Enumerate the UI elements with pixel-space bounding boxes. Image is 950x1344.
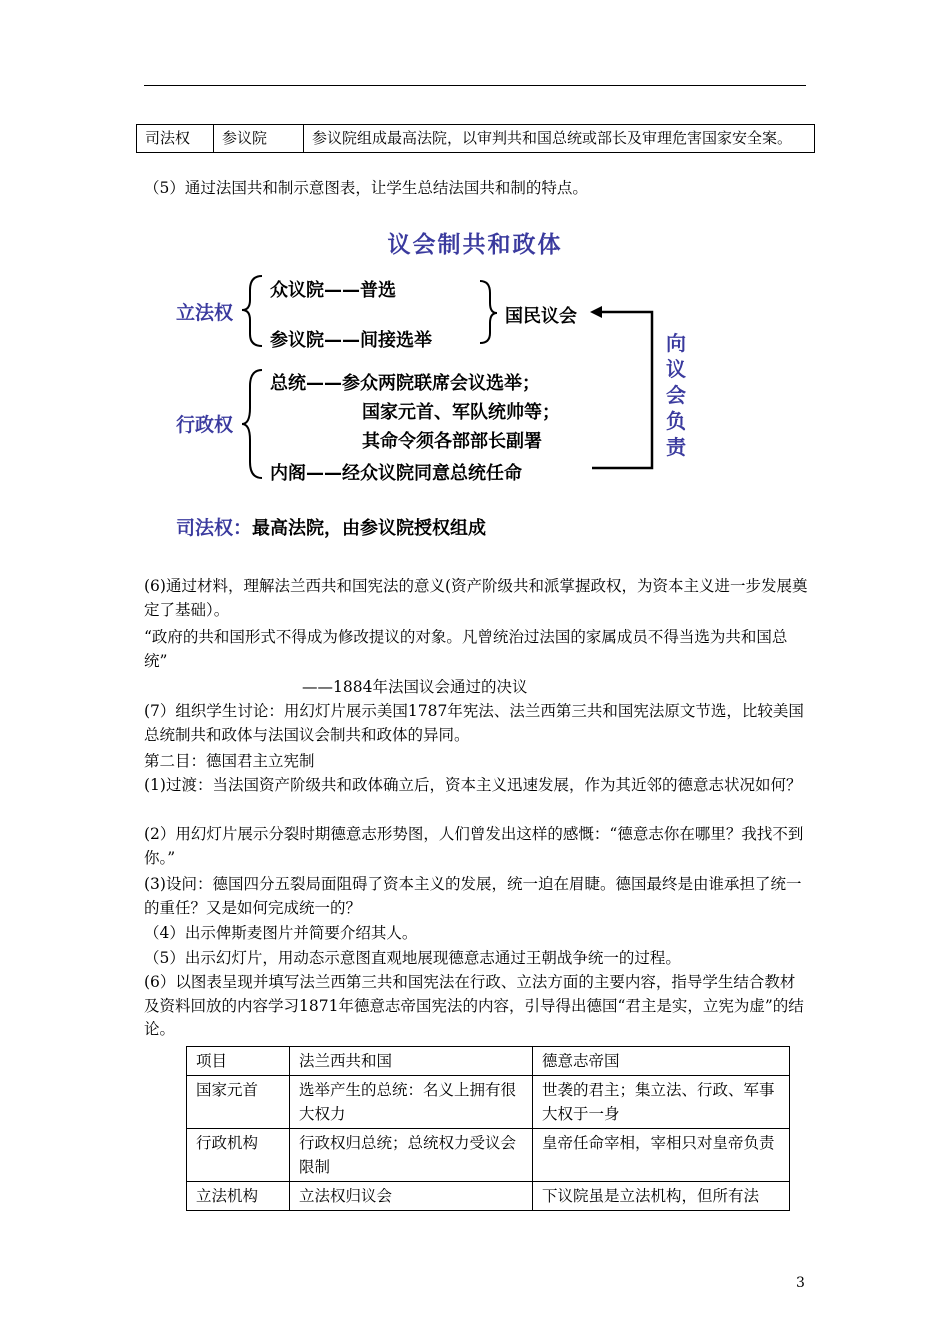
- upper-house: 参议院——间接选举: [270, 330, 432, 351]
- paragraph: （4）出示俾斯麦图片并简要介绍其人。: [144, 924, 418, 942]
- responsible-char: 向: [666, 331, 686, 355]
- table-cell: 世袭的君主；集立法、行政、军事大权于一身: [533, 1076, 790, 1129]
- legislative-label: 立法权: [176, 302, 234, 324]
- header-cell: 德意志帝国: [533, 1047, 790, 1076]
- table-cell: 选举产生的总统：名义上拥有很大权力: [290, 1076, 533, 1129]
- table-cell: 行政权归总统；总统权力受议会限制: [290, 1129, 533, 1182]
- paragraph: (3)设问：德国四分五裂局面阻碍了资本主义的发展，统一迫在眉睫。德国最终是由谁承担了统一的重任？又是如何完成统一的？: [144, 875, 802, 917]
- legislative-brace: [242, 276, 262, 346]
- header-cell: 法兰西共和国: [290, 1047, 533, 1076]
- responsible-char: 议: [666, 357, 686, 381]
- president-line-1: 总统——参众两院联席会议选举；: [270, 373, 540, 394]
- responsibility-line: [592, 312, 652, 468]
- executive-label: 行政权: [176, 414, 234, 436]
- table-cell: 司法权: [137, 125, 214, 153]
- president-line-3: 其命令须各部部长副署: [362, 431, 542, 452]
- table-row: [187, 1076, 790, 1129]
- table-cell: 国家元首: [187, 1076, 290, 1129]
- quote-source: ——1884年法国议会通过的决议: [302, 678, 528, 696]
- table-cell: 参议院: [214, 125, 304, 153]
- table-row: [187, 1182, 790, 1211]
- responsible-label: [664, 330, 688, 460]
- table-cell: 行政机构: [187, 1129, 290, 1182]
- responsible-char: 责: [666, 435, 686, 459]
- judicial-text: 最高法院，由参议院授权组成: [252, 518, 487, 539]
- table-cell: 立法机构: [187, 1182, 290, 1211]
- paragraph: (6）以图表呈现并填写法兰西第三共和国宪法在行政、立法方面的主要内容，指导学生结合教材及资料回放的内容学习1871年德意志帝国宪法的内容，引导得出德国“君主是实，立宪为虚”的结论。: [144, 973, 804, 1039]
- page-number: 3: [796, 1275, 805, 1291]
- section-heading: 第二目：德国君主立宪制: [144, 752, 315, 770]
- table-cell: 参议院组成最高法院，以审判共和国总统或部长及审理危害国家安全案。: [304, 125, 815, 153]
- paragraph: (2）用幻灯片展示分裂时期德意志形势图，人们曾发出这样的感慨：“德意志你在哪里？我找不到你。”: [144, 825, 804, 867]
- table-cell: 下议院虽是立法机构，但所有法: [533, 1182, 790, 1211]
- president-line-2: 国家元首、军队统帅等；: [362, 402, 560, 423]
- table-header-row: [187, 1047, 790, 1076]
- header-cell: 项目: [187, 1047, 290, 1076]
- arrow-head-icon: [590, 306, 602, 318]
- executive-brace: [242, 370, 262, 478]
- assembly-brace: [480, 281, 497, 343]
- judicial-label: 司法权：: [176, 517, 253, 539]
- paragraph-5: （5）通过法国共和制示意图表，让学生总结法国共和制的特点。: [144, 179, 588, 197]
- table-cell: 立法权归议会: [290, 1182, 533, 1211]
- table-row: [187, 1129, 790, 1182]
- comparison-table: [186, 1046, 790, 1211]
- diagram-title: 议会制共和政体: [387, 232, 563, 258]
- national-assembly: 国民议会: [505, 306, 577, 327]
- cabinet-line: 内阁——经众议院同意总统任命: [270, 463, 522, 484]
- paragraph: (7）组织学生讨论：用幻灯片展示美国1787年宪法、法兰西第三共和国宪法原文节选，比较美国总统制共和政体与法国议会制共和政体的异同。: [144, 702, 804, 744]
- paragraph: (1)过渡：当法国资产阶级共和政体确立后，资本主义迅速发展，作为其近邻的德意志状况如何？: [144, 776, 802, 794]
- responsible-char: 负: [666, 409, 686, 433]
- quote: “政府的共和国形式不得成为修改提议的对象。凡曾统治过法国的家属成员不得当选为共和国总统”: [144, 628, 788, 670]
- table-cell: 皇帝任命宰相，宰相只对皇帝负责: [533, 1129, 790, 1182]
- paragraph: （5）出示幻灯片，用动态示意图直观地展现德意志通过王朝战争统一的过程。: [144, 949, 681, 967]
- lower-house: 众议院——普选: [270, 280, 396, 301]
- paragraph: (6)通过材料，理解法兰西共和国宪法的意义(资产阶级共和派掌握政权，为资本主义进一步发展奠定了基础）。: [144, 577, 808, 619]
- judicial-line: [176, 513, 486, 540]
- responsible-char: 会: [666, 383, 686, 407]
